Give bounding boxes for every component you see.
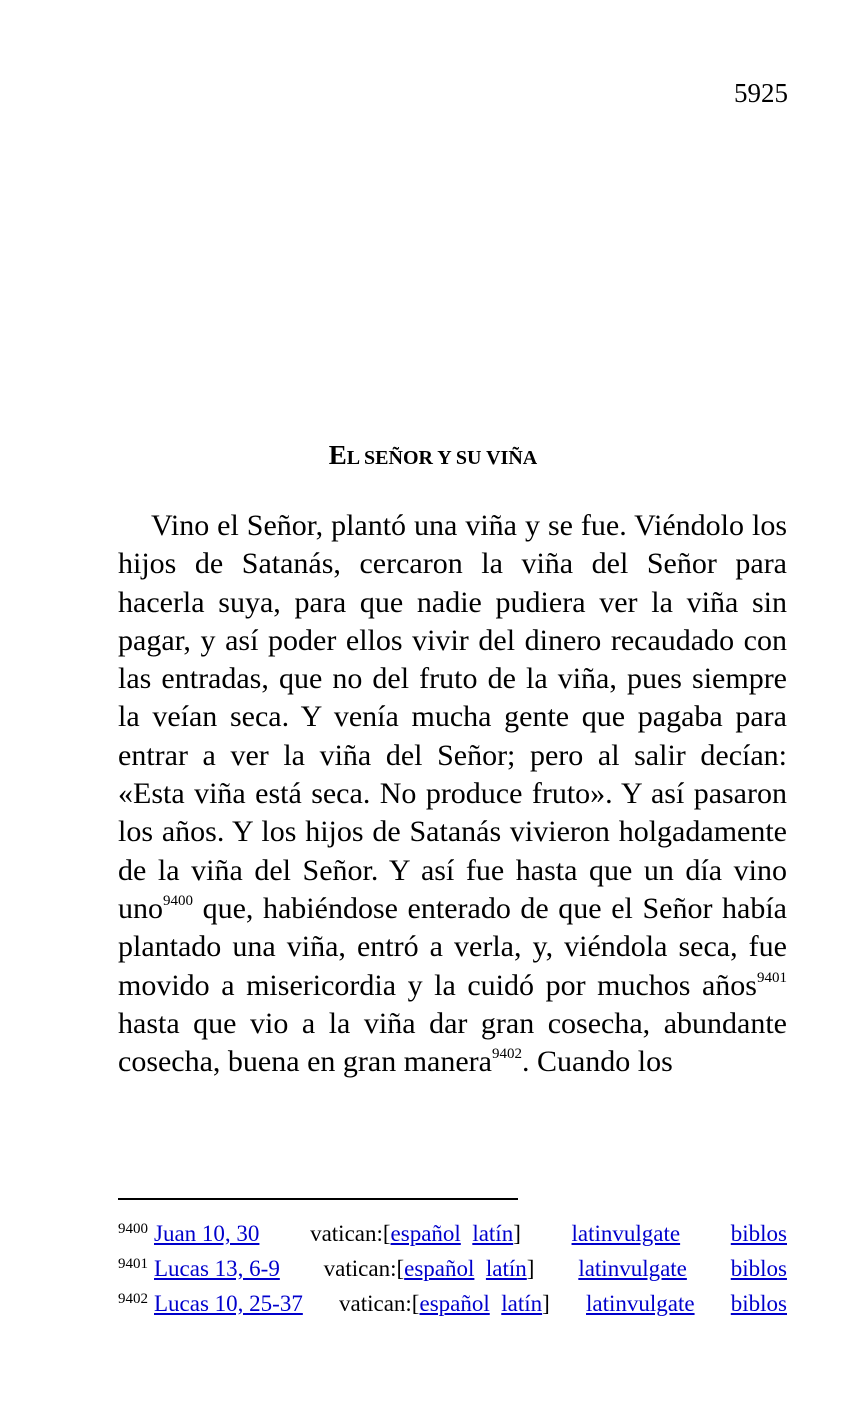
vatican-label: vatican:[ — [339, 1291, 420, 1316]
footnotes — [118, 1218, 787, 1323]
body-text — [118, 507, 787, 1081]
latinvulgate-link[interactable]: latinvulgate — [571, 1221, 681, 1246]
title-initial-rest: L — [346, 447, 360, 469]
page-number: 5925 — [734, 78, 788, 108]
latinvulgate-link[interactable]: latinvulgate — [586, 1291, 695, 1316]
vatican-label: vatican:[ — [323, 1256, 405, 1281]
bracket-close: ] — [513, 1221, 521, 1246]
footnote-9400 — [118, 1218, 787, 1253]
paragraph — [118, 507, 787, 1081]
latin-link[interactable]: latín — [472, 1221, 514, 1246]
text-run-3: hasta que vio a la viña dar gran cosecha, abundante cosecha, buena en gran manera — [118, 1006, 787, 1079]
footnote-number: 9402 — [118, 1291, 148, 1307]
footnote-number: 9400 — [118, 1221, 148, 1237]
latin-link[interactable]: latín — [501, 1291, 543, 1316]
biblos-link[interactable]: biblos — [730, 1256, 787, 1281]
footnote-9402 — [118, 1288, 787, 1323]
footnote-ref-9401[interactable]: 9401 — [757, 969, 787, 986]
latin-link[interactable]: latín — [485, 1256, 527, 1281]
text-run-2: que, habiéndose enterado de que el Señor había plantado una viña, entró a verla, y, viéndola seca, fue movido a misericordia y la cuidó por muchos años — [118, 891, 787, 1002]
espanol-link[interactable]: español — [404, 1256, 475, 1281]
footnote-ref-9400[interactable]: 9400 — [163, 892, 193, 909]
text-run-4: . Cuando los — [521, 1045, 673, 1079]
espanol-link[interactable]: español — [419, 1291, 490, 1316]
title-rest: SEÑOR Y SU VIÑA — [359, 447, 538, 469]
footnote-ref-9402[interactable]: 9402 — [491, 1046, 522, 1063]
biblos-link[interactable]: biblos — [730, 1291, 787, 1316]
scripture-link[interactable]: Lucas 10, 25-37 — [154, 1291, 303, 1316]
vatican-label: vatican:[ — [310, 1221, 391, 1246]
biblos-link[interactable]: biblos — [730, 1221, 787, 1246]
section-title — [0, 440, 866, 471]
title-initial: E — [328, 440, 347, 470]
latinvulgate-link[interactable]: latinvulgate — [578, 1256, 687, 1281]
espanol-link[interactable]: español — [390, 1221, 461, 1246]
footnote-9401 — [118, 1253, 787, 1288]
text-run-1: Vino el Señor, plantó una viña y se fue. Viéndolo los hijos de Satanás, cercaron la viña del Señor para hacerla suya, para que nadie pudiera ver la viña sin pagar, y así poder ellos vivir del dinero recaudado con las entradas, que no del fruto de la viña, pues siempre la veían seca. Y venía mucha gente que pagaba para entrar a ver la viña del Señor; pero al salir decían: «Esta viña está seca. No produce fruto». Y así pasaron los años. Y los hijos de Satanás vivieron holgadamente de la viña del Señor. Y así fue hasta que un día vino uno — [118, 509, 787, 925]
bracket-close: ] — [542, 1291, 550, 1316]
scripture-link[interactable]: Lucas 13, 6-9 — [154, 1256, 280, 1281]
footnote-number: 9401 — [118, 1256, 148, 1272]
scripture-link[interactable]: Juan 10, 30 — [154, 1221, 260, 1246]
footnote-divider — [118, 1198, 518, 1200]
bracket-close: ] — [526, 1256, 535, 1281]
